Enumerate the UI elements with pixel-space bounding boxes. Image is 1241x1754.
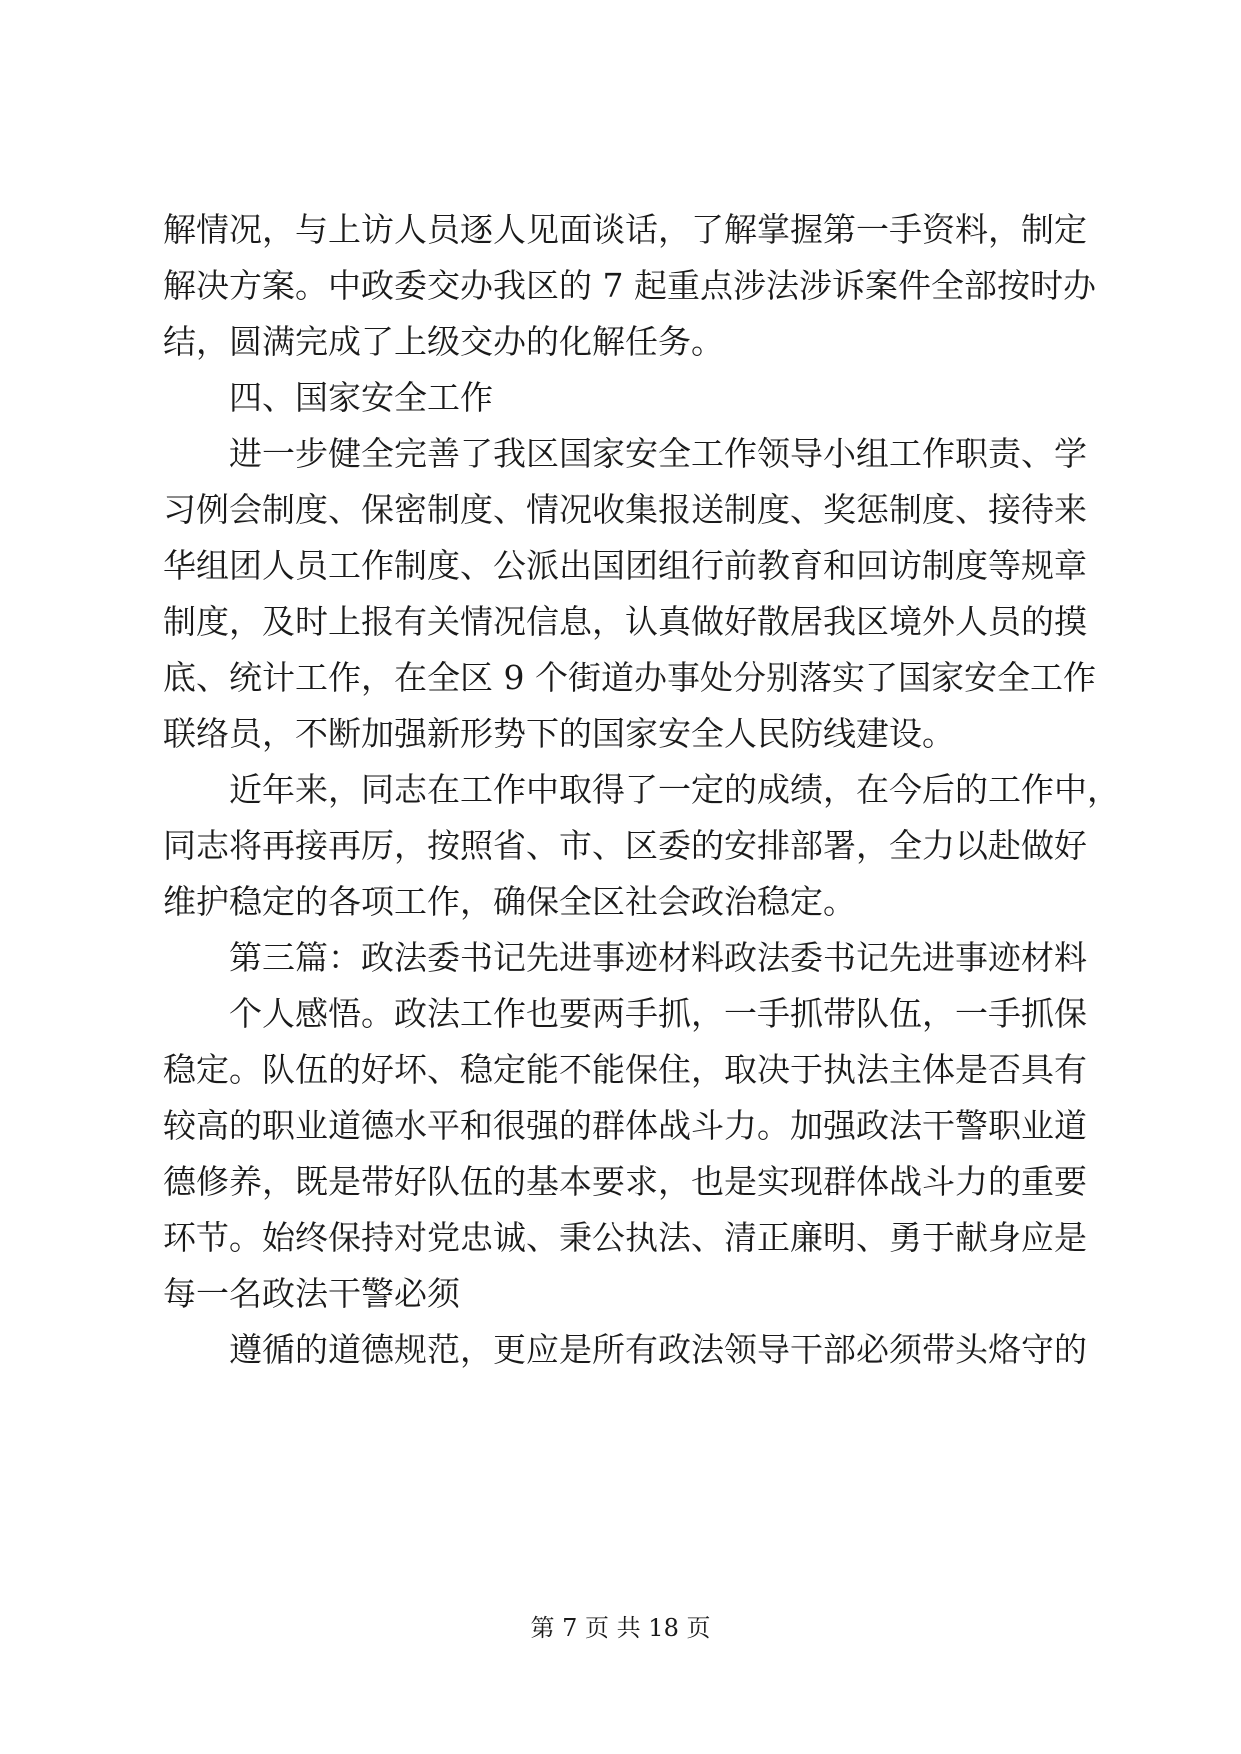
text-line: 习例会制度、保密制度、情况收集报送制度、奖惩制度、接待来 — [163, 490, 1087, 529]
text-line: 近年来，同志在工作中取得了一定的成绩，在今后的工作中， — [229, 770, 1120, 809]
text-line: 华组团人员工作制度、公派出国团组行前教育和回访制度等规章 — [163, 546, 1087, 585]
text-line: 联络员，不断加强新形势下的国家安全人民防线建设。 — [163, 714, 955, 753]
text-line: 较高的职业道德水平和很强的群体战斗力。加强政法干警职业道 — [163, 1106, 1087, 1145]
text-line: 解情况，与上访人员逐人见面谈话，了解掌握第一手资料，制定 — [163, 210, 1087, 249]
page-number-footer: 第 7 页 共 18 页 — [530, 1614, 711, 1642]
text-line: 结，圆满完成了上级交办的化解任务。 — [163, 322, 724, 361]
text-line: 每一名政法干警必须 — [163, 1274, 460, 1313]
section-heading: 四、国家安全工作 — [229, 378, 493, 417]
text-line: 德修养，既是带好队伍的基本要求，也是实现群体战斗力的重要 — [163, 1162, 1087, 1201]
text-line: 制度，及时上报有关情况信息，认真做好散居我区境外人员的摸 — [163, 602, 1087, 641]
text-line: 同志将再接再厉，按照省、市、区委的安排部署，全力以赴做好 — [163, 826, 1087, 865]
text-line: 稳定。队伍的好坏、稳定能不能保住，取决于执法主体是否具有 — [163, 1050, 1087, 1089]
text-line: 遵循的道德规范，更应是所有政法领导干部必须带头烙守的 — [229, 1330, 1087, 1369]
section-title: 第三篇：政法委书记先进事迹材料政法委书记先进事迹材料 — [229, 938, 1087, 977]
text-line: 个人感悟。政法工作也要两手抓，一手抓带队伍，一手抓保 — [229, 994, 1087, 1033]
text-line: 进一步健全完善了我区国家安全工作领导小组工作职责、学 — [229, 434, 1087, 473]
text-line: 维护稳定的各项工作，确保全区社会政治稳定。 — [163, 882, 856, 921]
text-line: 底、统计工作，在全区 9 个街道办事处分别落实了国家安全工作 — [163, 658, 1096, 697]
text-line: 解决方案。中政委交办我区的 7 起重点涉法涉诉案件全部按时办 — [163, 266, 1096, 305]
text-line: 环节。始终保持对党忠诚、秉公执法、清正廉明、勇于献身应是 — [163, 1218, 1087, 1257]
